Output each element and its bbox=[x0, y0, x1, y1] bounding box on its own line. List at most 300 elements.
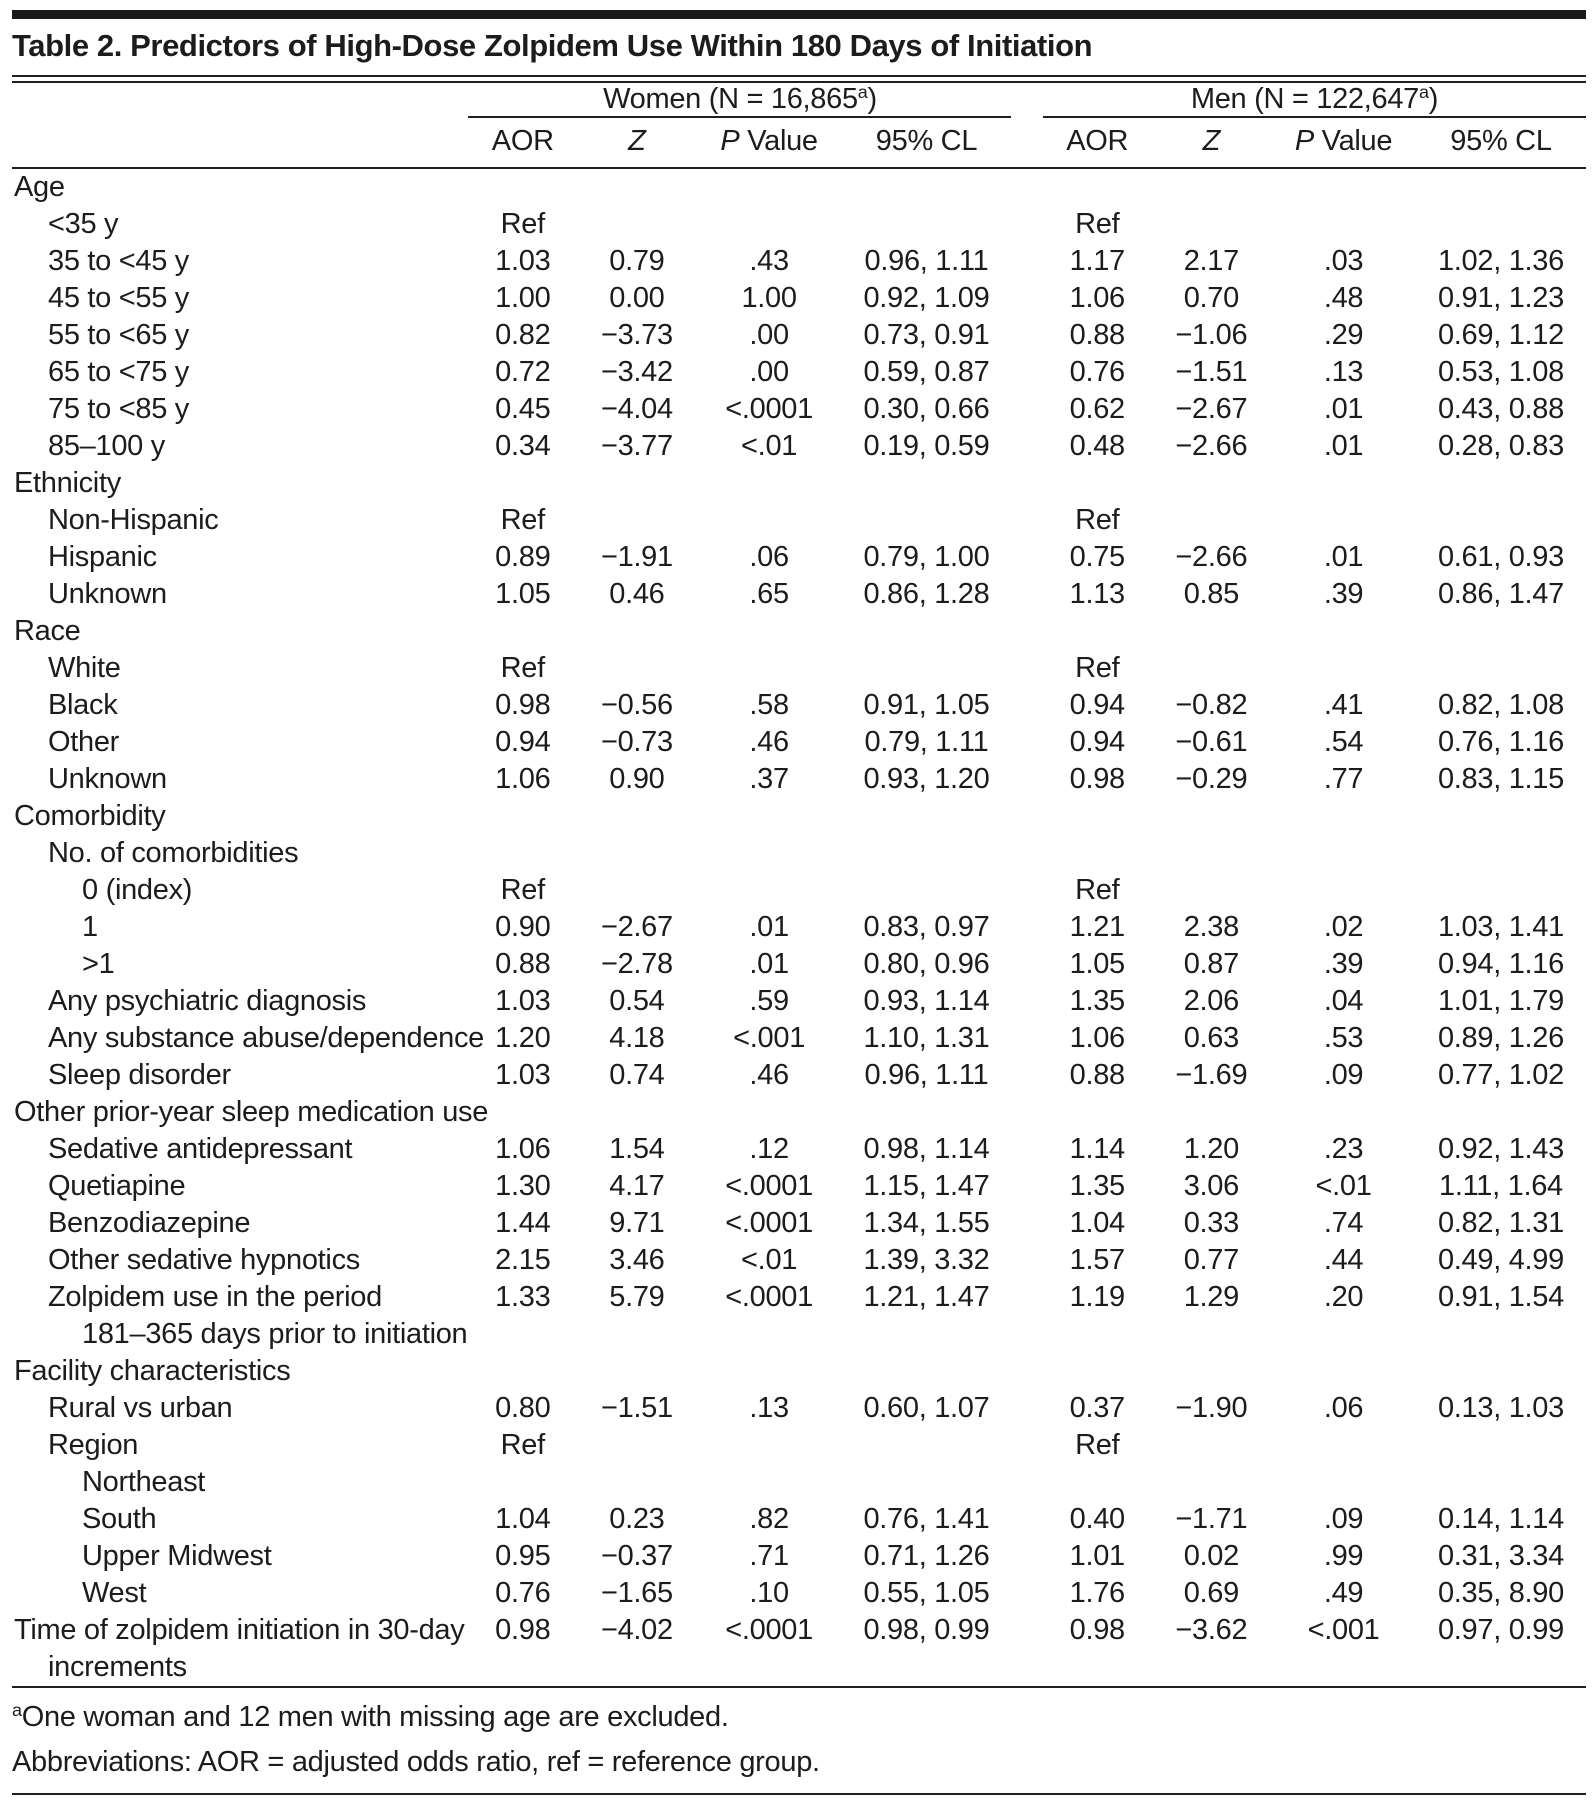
w-z-cell: −3.77 bbox=[600, 430, 673, 462]
w-z-cell bbox=[577, 872, 697, 909]
w-aor-cell: 0.34 bbox=[495, 430, 551, 462]
w-p-value-cell: .00 bbox=[749, 356, 789, 388]
w-z-cell: −0.56 bbox=[600, 689, 673, 721]
row-label: South bbox=[82, 1503, 157, 1535]
m-cl-cell: 0.97, 0.99 bbox=[1437, 1614, 1564, 1646]
w-cl-cell: 0.86, 1.28 bbox=[863, 578, 990, 610]
m-aor-cell: 0.76 bbox=[1069, 356, 1125, 388]
w-aor-cell bbox=[468, 1316, 577, 1353]
m-cl-cell bbox=[1416, 835, 1586, 872]
row-label: Region bbox=[48, 1429, 139, 1461]
italic-symbol: P bbox=[1294, 125, 1314, 157]
w-z-cell: 0.00 bbox=[609, 282, 665, 314]
m-aor-cell: 0.75 bbox=[1069, 541, 1125, 573]
w-p-value-cell: .12 bbox=[749, 1133, 789, 1165]
table-row bbox=[12, 650, 1586, 687]
m-cl-cell bbox=[1416, 650, 1586, 687]
m-aor-cell: 1.57 bbox=[1069, 1244, 1125, 1276]
w-p-value-cell: .46 bbox=[749, 726, 789, 758]
w-cl-cell bbox=[841, 835, 1011, 872]
italic-symbol: Z bbox=[1202, 125, 1221, 157]
w-p-value-cell bbox=[697, 1094, 842, 1131]
m-p-value-header: P Value bbox=[1271, 117, 1416, 168]
table-row bbox=[12, 354, 1586, 391]
m-cl-cell: 0.49, 4.99 bbox=[1437, 1244, 1564, 1276]
w-z-cell: 3.46 bbox=[609, 1244, 665, 1276]
m-z-cell: 0.70 bbox=[1183, 282, 1239, 314]
m-p-value-cell: .23 bbox=[1323, 1133, 1364, 1165]
w-cl-cell: 1.21, 1.47 bbox=[863, 1281, 990, 1313]
m-p-value-cell bbox=[1271, 835, 1416, 872]
m-z-cell bbox=[1152, 465, 1272, 502]
w-p-value-cell: 1.00 bbox=[741, 282, 797, 314]
m-cl-cell: 0.14, 1.14 bbox=[1437, 1503, 1564, 1535]
w-aor-cell: Ref bbox=[500, 208, 545, 240]
table-row bbox=[12, 1612, 1586, 1649]
group-gap bbox=[1011, 502, 1042, 539]
m-aor-cell: 1.04 bbox=[1069, 1207, 1125, 1239]
w-aor-cell: Ref bbox=[500, 874, 545, 906]
m-cl-cell: 0.69, 1.12 bbox=[1437, 319, 1564, 351]
w-aor-cell: Ref bbox=[500, 652, 545, 684]
table-row bbox=[12, 724, 1586, 761]
w-p-value-cell: .71 bbox=[749, 1540, 789, 1572]
w-cl-cell: 0.93, 1.20 bbox=[863, 763, 990, 795]
w-cl-cell: 0.19, 0.59 bbox=[863, 430, 990, 462]
table-row bbox=[12, 1242, 1586, 1279]
row-label: Facility characteristics bbox=[14, 1355, 291, 1387]
w-aor-cell: 0.94 bbox=[495, 726, 551, 758]
table-row bbox=[12, 1020, 1586, 1057]
m-aor-cell: 0.98 bbox=[1069, 1614, 1125, 1646]
m-z-cell: −3.62 bbox=[1175, 1614, 1248, 1646]
w-aor-cell bbox=[468, 1649, 577, 1686]
row-label: Sedative antidepressant bbox=[48, 1133, 353, 1165]
row-label: Race bbox=[14, 615, 81, 647]
group-gap bbox=[1011, 1612, 1042, 1649]
w-p-value-cell: <.0001 bbox=[725, 1170, 813, 1202]
m-z-cell: 3.06 bbox=[1183, 1170, 1239, 1202]
w-aor-cell: 0.80 bbox=[495, 1392, 551, 1424]
m-z-cell: 2.06 bbox=[1183, 985, 1239, 1017]
m-aor-cell: 0.40 bbox=[1069, 1503, 1125, 1535]
m-p-value-cell: .44 bbox=[1323, 1244, 1364, 1276]
w-cl-cell: 0.92, 1.09 bbox=[863, 282, 990, 314]
m-z-cell: −1.51 bbox=[1175, 356, 1248, 388]
table-row bbox=[12, 1279, 1586, 1316]
row-label: Time of zolpidem initiation in 30-day bbox=[14, 1614, 465, 1646]
table-row bbox=[12, 206, 1586, 243]
w-aor-cell: 0.98 bbox=[495, 689, 551, 721]
m-z-cell: −2.67 bbox=[1175, 393, 1248, 425]
w-p-value-cell bbox=[697, 1427, 842, 1464]
m-p-value-cell bbox=[1271, 613, 1416, 650]
w-aor-cell: 0.89 bbox=[495, 541, 551, 573]
w-cl-cell bbox=[841, 872, 1011, 909]
row-label: 85–100 y bbox=[48, 430, 165, 462]
group-gap bbox=[1011, 168, 1042, 206]
group-gap bbox=[1011, 354, 1042, 391]
m-p-value-cell: .74 bbox=[1323, 1207, 1364, 1239]
row-label: Benzodiazepine bbox=[48, 1207, 251, 1239]
m-cl-cell bbox=[1416, 1427, 1586, 1464]
row-label: Quetiapine bbox=[48, 1170, 186, 1202]
table-row bbox=[12, 1316, 1586, 1353]
m-cl-cell: 0.53, 1.08 bbox=[1437, 356, 1564, 388]
table-row bbox=[12, 687, 1586, 724]
m-cl-cell bbox=[1416, 1316, 1586, 1353]
m-p-value-cell: .99 bbox=[1323, 1540, 1364, 1572]
group-gap bbox=[1011, 117, 1042, 168]
w-aor-cell: 1.04 bbox=[495, 1503, 551, 1535]
m-z-cell bbox=[1152, 835, 1272, 872]
w-aor-cell: 0.72 bbox=[495, 356, 551, 388]
m-cl-cell: 1.02, 1.36 bbox=[1437, 245, 1564, 277]
m-aor-cell: 0.94 bbox=[1069, 689, 1125, 721]
m-z-cell: −1.69 bbox=[1175, 1059, 1248, 1091]
group-gap bbox=[1011, 1131, 1042, 1168]
m-aor-cell: 0.62 bbox=[1069, 393, 1125, 425]
m-p-value-cell: .03 bbox=[1323, 245, 1364, 277]
table-row bbox=[12, 1575, 1586, 1612]
w-z-cell bbox=[577, 798, 697, 835]
m-cl-cell bbox=[1416, 1353, 1586, 1390]
w-aor-cell: 1.44 bbox=[495, 1207, 551, 1239]
m-cl-cell bbox=[1416, 1649, 1586, 1686]
w-p-value-cell bbox=[697, 1353, 842, 1390]
w-cl-cell: 0.80, 0.96 bbox=[863, 948, 990, 980]
w-p-value-cell: <.01 bbox=[741, 1244, 798, 1276]
w-cl-cell bbox=[841, 465, 1011, 502]
m-p-value-cell bbox=[1271, 1464, 1416, 1501]
row-label: White bbox=[48, 652, 121, 684]
m-aor-cell: Ref bbox=[1075, 652, 1120, 684]
w-cl-cell: 0.96, 1.11 bbox=[864, 245, 989, 277]
w-z-cell bbox=[577, 206, 697, 243]
m-p-value-cell bbox=[1271, 1353, 1416, 1390]
w-aor-cell: 0.90 bbox=[495, 911, 551, 943]
table-row bbox=[12, 465, 1586, 502]
table-row bbox=[12, 1168, 1586, 1205]
m-cl-cell: 0.13, 1.03 bbox=[1437, 1392, 1564, 1424]
row-label: Zolpidem use in the period bbox=[48, 1281, 382, 1313]
table-row bbox=[12, 1205, 1586, 1242]
row-label: Other bbox=[48, 726, 120, 758]
m-aor-cell bbox=[1043, 465, 1152, 502]
w-z-cell: 4.17 bbox=[609, 1170, 665, 1202]
w-cl-cell: 0.93, 1.14 bbox=[863, 985, 990, 1017]
w-cl-cell bbox=[841, 798, 1011, 835]
m-cl-cell: 0.35, 8.90 bbox=[1437, 1577, 1564, 1609]
w-z-cell bbox=[577, 613, 697, 650]
group-gap bbox=[1011, 1427, 1042, 1464]
w-aor-cell: 1.06 bbox=[495, 1133, 551, 1165]
table-row bbox=[12, 1094, 1586, 1131]
group-gap bbox=[1011, 798, 1042, 835]
m-cl-cell: 0.77, 1.02 bbox=[1437, 1059, 1564, 1091]
table-row bbox=[12, 761, 1586, 798]
w-p-value-cell: .06 bbox=[749, 541, 789, 573]
group-gap bbox=[1011, 83, 1042, 117]
table-row bbox=[12, 168, 1586, 206]
m-z-cell: −0.82 bbox=[1175, 689, 1248, 721]
w-z-cell bbox=[577, 835, 697, 872]
m-aor-cell: 1.17 bbox=[1069, 245, 1125, 277]
m-aor-cell: Ref bbox=[1075, 874, 1120, 906]
w-p-value-cell: .46 bbox=[749, 1059, 789, 1091]
m-p-value-cell: .20 bbox=[1323, 1281, 1364, 1313]
w-p-value-cell: .58 bbox=[749, 689, 789, 721]
m-p-value-cell: .77 bbox=[1323, 763, 1364, 795]
m-p-value-cell bbox=[1271, 1094, 1416, 1131]
row-label: Ethnicity bbox=[14, 467, 121, 499]
m-z-cell bbox=[1152, 1316, 1272, 1353]
group-gap bbox=[1011, 1168, 1042, 1205]
w-cl-cell bbox=[841, 1464, 1011, 1501]
m-z-cell: −2.66 bbox=[1175, 541, 1248, 573]
m-z-cell bbox=[1152, 1353, 1272, 1390]
m-aor-cell: 0.37 bbox=[1069, 1392, 1125, 1424]
m-z-cell: 0.69 bbox=[1183, 1577, 1239, 1609]
group-gap bbox=[1011, 613, 1042, 650]
m-aor-cell: 0.48 bbox=[1069, 430, 1125, 462]
table-row bbox=[12, 1057, 1586, 1094]
w-p-value-cell: .00 bbox=[749, 319, 789, 351]
m-z-cell bbox=[1152, 206, 1272, 243]
m-cl-cell bbox=[1416, 872, 1586, 909]
w-aor-cell: Ref bbox=[500, 1429, 545, 1461]
table-row bbox=[12, 317, 1586, 354]
m-z-cell bbox=[1152, 1094, 1272, 1131]
m-z-cell: −1.06 bbox=[1175, 319, 1248, 351]
w-aor-cell: 1.00 bbox=[495, 282, 551, 314]
w-cl-cell bbox=[841, 650, 1011, 687]
row-label: Northeast bbox=[82, 1466, 206, 1498]
table-row bbox=[12, 1649, 1586, 1686]
w-p-value-cell bbox=[697, 798, 842, 835]
w-cl-cell: 1.39, 3.32 bbox=[863, 1244, 990, 1276]
m-cl-cell bbox=[1416, 206, 1586, 243]
m-z-cell: 0.02 bbox=[1183, 1540, 1239, 1572]
m-p-value-cell bbox=[1271, 465, 1416, 502]
m-aor-cell bbox=[1043, 1649, 1152, 1686]
w-aor-cell: 0.98 bbox=[495, 1614, 551, 1646]
row-label: >1 bbox=[82, 948, 115, 980]
group-gap bbox=[1011, 687, 1042, 724]
group-gap bbox=[1011, 1464, 1042, 1501]
row-label: Age bbox=[14, 171, 65, 203]
m-cl-cell: 0.61, 0.93 bbox=[1437, 541, 1564, 573]
row-label-column-header bbox=[12, 83, 468, 168]
m-z-cell: −0.29 bbox=[1175, 763, 1248, 795]
m-z-cell bbox=[1152, 650, 1272, 687]
m-aor-cell bbox=[1043, 798, 1152, 835]
m-cl-cell bbox=[1416, 613, 1586, 650]
group-gap bbox=[1011, 1205, 1042, 1242]
w-p-value-cell: .37 bbox=[749, 763, 789, 795]
group-gap bbox=[1011, 1242, 1042, 1279]
row-label: 0 (index) bbox=[82, 874, 193, 906]
m-aor-cell: Ref bbox=[1075, 208, 1120, 240]
m-cl-cell: 0.82, 1.08 bbox=[1437, 689, 1564, 721]
w-z-cell: −1.51 bbox=[600, 1392, 673, 1424]
group-header-men: Men (N = 122,647$^a$) bbox=[1043, 83, 1586, 117]
w-p-value-cell: .59 bbox=[749, 985, 789, 1017]
w-aor-cell: 0.76 bbox=[495, 1577, 551, 1609]
m-p-value-cell: .01 bbox=[1323, 541, 1364, 573]
row-label: Comorbidity bbox=[14, 800, 166, 832]
table-row bbox=[12, 872, 1586, 909]
group-gap bbox=[1011, 465, 1042, 502]
m-aor-cell bbox=[1043, 168, 1152, 206]
w-z-cell bbox=[577, 1094, 697, 1131]
m-cl-cell: 0.83, 1.15 bbox=[1437, 763, 1564, 795]
w-cl-cell: 0.79, 1.00 bbox=[863, 541, 990, 573]
w-p-value-cell: .01 bbox=[749, 911, 789, 943]
w-p-value-cell bbox=[697, 502, 842, 539]
group-gap bbox=[1011, 909, 1042, 946]
italic-symbol: Z bbox=[628, 125, 646, 157]
m-cl-cell bbox=[1416, 1094, 1586, 1131]
m-p-value-cell bbox=[1271, 872, 1416, 909]
w-aor-cell: 1.03 bbox=[495, 1059, 551, 1091]
w-cl-cell: 1.15, 1.47 bbox=[863, 1170, 990, 1202]
m-z-cell bbox=[1152, 168, 1272, 206]
w-p-value-cell: .82 bbox=[749, 1503, 789, 1535]
w-z-cell bbox=[577, 1649, 697, 1686]
m-cl-cell: 0.76, 1.16 bbox=[1437, 726, 1564, 758]
w-z-cell: 0.46 bbox=[609, 578, 665, 610]
m-p-value-cell bbox=[1271, 206, 1416, 243]
group-gap bbox=[1011, 1501, 1042, 1538]
w-p-value-cell bbox=[697, 613, 842, 650]
row-label: <35 y bbox=[48, 208, 119, 240]
m-aor-cell: 1.06 bbox=[1069, 1022, 1125, 1054]
w-cl-cell: 0.60, 1.07 bbox=[863, 1392, 990, 1424]
m-p-value-cell: .49 bbox=[1323, 1577, 1364, 1609]
row-label: Black bbox=[48, 689, 118, 721]
w-p-value-cell: .65 bbox=[749, 578, 789, 610]
m-aor-header: AOR bbox=[1043, 117, 1152, 168]
table-row bbox=[12, 539, 1586, 576]
w-aor-cell: 1.20 bbox=[495, 1022, 551, 1054]
w-z-cell: −2.78 bbox=[600, 948, 673, 980]
group-gap bbox=[1011, 576, 1042, 613]
w-z-cell: −4.02 bbox=[600, 1614, 673, 1646]
m-cl-cell bbox=[1416, 168, 1586, 206]
table-row bbox=[12, 391, 1586, 428]
w-z-cell: −3.73 bbox=[600, 319, 673, 351]
m-cl-cell: 0.43, 0.88 bbox=[1437, 393, 1564, 425]
m-z-cell bbox=[1152, 1464, 1272, 1501]
group-gap bbox=[1011, 946, 1042, 983]
w-p-value-cell bbox=[697, 206, 842, 243]
w-cl-cell bbox=[841, 502, 1011, 539]
m-aor-cell bbox=[1043, 613, 1152, 650]
w-z-cell: 0.23 bbox=[609, 1503, 665, 1535]
row-label: Other prior-year sleep medication use bbox=[14, 1096, 489, 1128]
w-p-value-cell bbox=[697, 1464, 842, 1501]
m-z-cell: 0.85 bbox=[1183, 578, 1239, 610]
w-p-value-cell: <.0001 bbox=[725, 1207, 813, 1239]
m-aor-cell: 1.76 bbox=[1069, 1577, 1125, 1609]
footnote-mark: a bbox=[1419, 82, 1429, 103]
row-label: Unknown bbox=[48, 763, 167, 795]
table-row bbox=[12, 1131, 1586, 1168]
title-double-rule bbox=[12, 75, 1586, 83]
table-row bbox=[12, 946, 1586, 983]
w-aor-header: AOR bbox=[468, 117, 577, 168]
row-label: 1 bbox=[82, 911, 98, 943]
w-z-cell: 0.74 bbox=[609, 1059, 665, 1091]
italic-symbol: P bbox=[720, 125, 740, 157]
group-gap bbox=[1011, 539, 1042, 576]
m-z-cell: 0.63 bbox=[1183, 1022, 1239, 1054]
w-p-value-cell: <.01 bbox=[741, 430, 798, 462]
m-p-value-cell: .41 bbox=[1323, 689, 1364, 721]
group-gap bbox=[1011, 1390, 1042, 1427]
w-z-cell: 5.79 bbox=[609, 1281, 665, 1313]
m-cl-cell: 0.91, 1.23 bbox=[1437, 282, 1564, 314]
group-gap bbox=[1011, 1353, 1042, 1390]
m-cl-cell: 0.92, 1.43 bbox=[1437, 1133, 1564, 1165]
w-z-cell: 1.54 bbox=[609, 1133, 665, 1165]
w-z-cell: 4.18 bbox=[609, 1022, 665, 1054]
w-aor-cell: Ref bbox=[500, 504, 545, 536]
m-p-value-cell: <.01 bbox=[1315, 1170, 1372, 1202]
m-z-cell bbox=[1152, 613, 1272, 650]
m-p-value-cell bbox=[1271, 1649, 1416, 1686]
w-p-value-cell: <.0001 bbox=[725, 1281, 813, 1313]
w-aor-cell bbox=[468, 1464, 577, 1501]
w-cl-cell: 0.91, 1.05 bbox=[863, 689, 990, 721]
group-gap bbox=[1011, 724, 1042, 761]
w-cl-cell: 0.73, 0.91 bbox=[863, 319, 990, 351]
m-aor-cell: 1.35 bbox=[1069, 1170, 1125, 1202]
m-aor-cell: 0.88 bbox=[1069, 319, 1125, 351]
m-cl-cell: 0.82, 1.31 bbox=[1437, 1207, 1564, 1239]
w-aor-cell bbox=[468, 168, 577, 206]
m-cl-cell bbox=[1416, 1464, 1586, 1501]
w-p-value-cell bbox=[697, 168, 842, 206]
group-gap bbox=[1011, 1538, 1042, 1575]
w-p-value-cell bbox=[697, 650, 842, 687]
w-z-cell: −2.67 bbox=[600, 911, 673, 943]
w-aor-cell: 1.03 bbox=[495, 985, 551, 1017]
m-aor-cell: 0.98 bbox=[1069, 763, 1125, 795]
m-cl-cell: 1.11, 1.64 bbox=[1439, 1170, 1563, 1202]
m-cl-cell bbox=[1416, 502, 1586, 539]
table-row bbox=[12, 835, 1586, 872]
footnote: Abbreviations: AOR = adjusted odds ratio, ref = reference group. bbox=[12, 1746, 820, 1778]
w-cl-cell: 1.10, 1.31 bbox=[863, 1022, 990, 1054]
row-label: Sleep disorder bbox=[48, 1059, 231, 1091]
w-cl-cell bbox=[841, 613, 1011, 650]
m-p-value-cell bbox=[1271, 650, 1416, 687]
w-z-cell: 0.90 bbox=[609, 763, 665, 795]
w-aor-cell bbox=[468, 1353, 577, 1390]
w-aor-cell: 0.82 bbox=[495, 319, 551, 351]
m-z-cell: 1.29 bbox=[1183, 1281, 1239, 1313]
w-aor-cell: 1.03 bbox=[495, 245, 551, 277]
group-gap bbox=[1011, 206, 1042, 243]
footnote-mark: a bbox=[857, 82, 868, 103]
w-p-value-cell: .43 bbox=[749, 245, 789, 277]
m-cl-cell: 0.86, 1.47 bbox=[1437, 578, 1564, 610]
m-p-value-cell: .09 bbox=[1323, 1059, 1364, 1091]
m-z-cell: 0.77 bbox=[1183, 1244, 1239, 1276]
m-aor-cell: 0.94 bbox=[1069, 726, 1125, 758]
